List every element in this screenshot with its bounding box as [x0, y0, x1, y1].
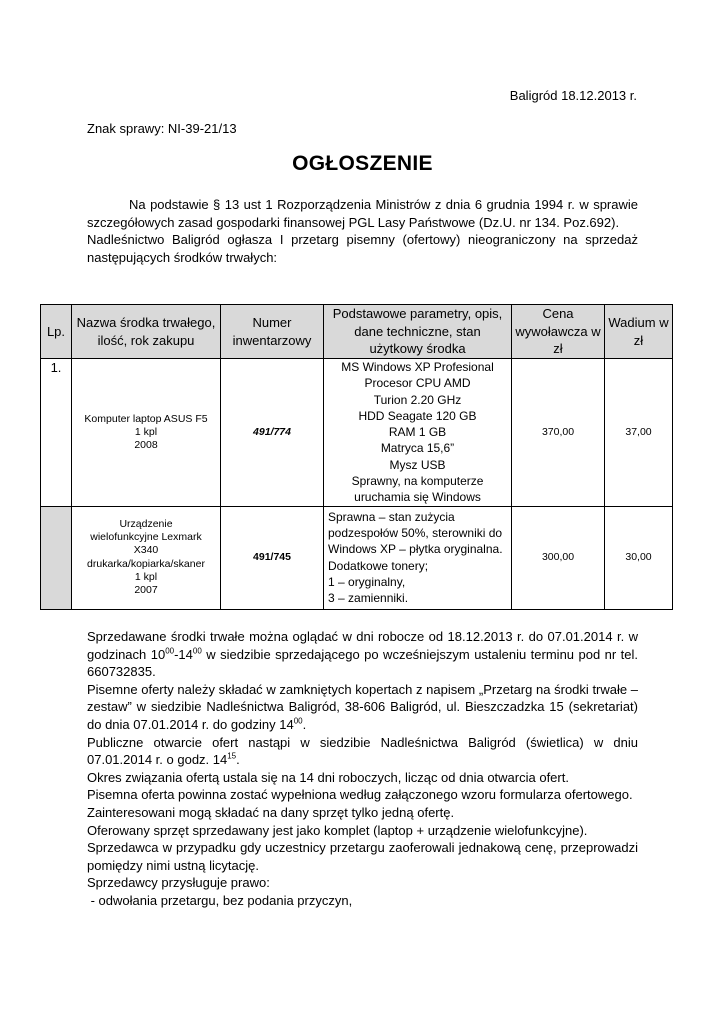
name-line: 2007 [134, 584, 158, 597]
param-line: Sprawna – stan zużycia [328, 509, 455, 524]
name-line: 2008 [134, 438, 158, 451]
name-line: 1 kpl [134, 570, 158, 583]
seller-right-item: - odwołania przetargu, bez podania przyczyn, [87, 892, 353, 908]
table-header-row [41, 305, 673, 359]
seller-rights: Sprzedawcy przysługuje prawo: [87, 875, 270, 891]
submission-text: . [302, 716, 307, 732]
param-line: Mysz USB [389, 457, 446, 472]
param-line: 3 – zamienniki. [328, 591, 409, 606]
document-date: Baligród 18.12.2013 r. [509, 88, 637, 103]
row-lp-blank [41, 506, 72, 609]
header-inventory: Numer inwentarzowy [221, 305, 324, 359]
row-inventory: 491/774 [221, 359, 324, 507]
row-price: 370,00 [512, 359, 605, 507]
header-name: Nazwa środka trwałego, ilość, rok zakupu [72, 305, 221, 359]
single-offer-note: Zainteresowani mogą składać na dany sprzęt tylko jedną ofertę. [87, 804, 455, 820]
param-line: Turion 2.20 GHz [373, 392, 462, 407]
row-params [324, 359, 512, 507]
offer-submission [87, 681, 638, 734]
name-line: Komputer laptop ASUS F5 [84, 412, 208, 425]
table-row [41, 359, 673, 507]
header-params: Podstawowe parametry, opis, dane techniczne, stan użytkowy środka [324, 305, 512, 359]
row-name [72, 359, 221, 507]
viewing-terms [87, 628, 638, 681]
param-line: Windows XP – płytka oryginalna. [328, 542, 503, 557]
offer-form-note: Pisemna oferta powinna zostać wypełniona według załączonego wzoru formularza ofertowego. [87, 787, 633, 803]
param-line: Sprawny, na komputerze [351, 474, 484, 489]
row-inventory: 491/745 [221, 506, 324, 609]
param-line: HDD Seagate 120 GB [358, 408, 477, 423]
row-lp: 1. [41, 359, 72, 507]
terms-section [87, 628, 638, 910]
param-line: 1 – oryginalny, [328, 574, 406, 589]
public-opening [87, 734, 638, 769]
header-price: Cena wywoławcza w zł [512, 305, 605, 359]
document-title: OGŁOSZENIE [292, 152, 433, 175]
time-superscript: 00 [192, 646, 202, 656]
viewing-text: w siedzibie sprzedającego po wcześniejszym ustaleniu terminu pod nr tel. 660732835. [87, 646, 638, 680]
param-line: Matryca 15,6” [380, 441, 455, 456]
header-lp: Lp. [41, 305, 72, 359]
intro-announcement: Nadleśnictwo Baligród ogłasza I przetarg pisemny (ofertowy) nieograniczony na sprzedaż następujących środków trwałych: [87, 232, 638, 265]
name-line: wielofunkcyjne Lexmark [90, 531, 202, 544]
opening-text: Publiczne otwarcie ofert nastąpi w siedzibie Nadleśnictwa Baligród (świetlica) w dniu 07.01.2014 r. o godz. 14 [87, 734, 638, 768]
header-deposit: Wadium w zł [605, 305, 673, 359]
param-line: uruchamia się Windows [354, 490, 481, 505]
row-params [324, 506, 512, 609]
name-line: Urządzenie [119, 518, 173, 531]
name-line: 1 kpl [134, 425, 158, 438]
case-number: Znak sprawy: NI-39-21/13 [87, 121, 237, 136]
row-deposit: 37,00 [605, 359, 673, 507]
viewing-text: -14 [174, 646, 193, 662]
name-line: drukarka/kopiarka/skaner [87, 557, 205, 570]
time-superscript: 15 [227, 751, 237, 761]
time-superscript: 00 [293, 716, 303, 726]
auction-note: Sprzedawca w przypadku gdy uczestnicy przetargu zaoferowali jednakową cenę, przeprowadzi pomiędzy nimi ustną licytację. [87, 840, 638, 873]
row-price: 300,00 [512, 506, 605, 609]
table-row [41, 506, 673, 609]
param-line: Procesor CPU AMD [364, 376, 471, 391]
opening-text: . [236, 752, 240, 768]
param-line: podzespołów 50%, sterowniki do [328, 526, 503, 541]
submission-text: Pisemne oferty należy składać w zamkniętych kopertach z napisem „Przetarg na środki trwałe – zestaw” w siedzibie Nadleśnictwa Baligród, 38-606 Baligród, ul. Bieszczadzka 15 (sekretariat) do dnia 07.01.2014 r. do godziny 14 [87, 681, 638, 732]
viewing-text: Sprzedawane środki trwałe można oglądać w dni robocze od 18.12.2013 r. do 07.01.2014 r. w godzinach 10 [87, 629, 638, 662]
binding-period: Okres związania ofertą ustala się na 14 dni roboczych, licząc od dnia otwarcia ofert. [87, 769, 569, 785]
intro-section [87, 196, 638, 266]
param-line: Dodatkowe tonery; [328, 558, 429, 573]
param-line: RAM 1 GB [388, 425, 447, 440]
bundle-note: Oferowany sprzęt sprzedawany jest jako komplet (laptop + urządzenie wielofunkcyjne). [87, 822, 588, 838]
row-name [72, 506, 221, 609]
time-superscript: 00 [165, 646, 175, 656]
param-line: MS Windows XP Profesional [341, 360, 494, 374]
intro-legal-basis: Na podstawie § 13 ust 1 Rozporządzenia Ministrów z dnia 6 grudnia 1994 r. w sprawie szczegółowych zasad gospodarki finansowej PGL Lasy Państwowe (Dz.U. nr 134. Poz.692). [87, 197, 638, 230]
name-line: X340 [133, 544, 159, 557]
row-deposit: 30,00 [605, 506, 673, 609]
assets-table [40, 304, 673, 610]
